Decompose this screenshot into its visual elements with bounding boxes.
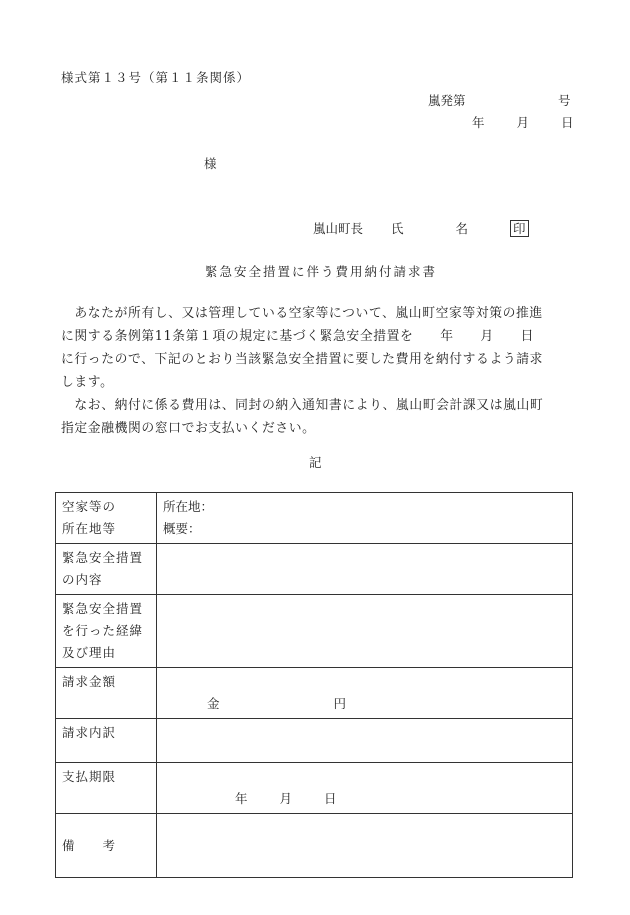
table-row: [56, 814, 573, 878]
body-text: [61, 302, 581, 440]
issuer-title: 嵐山町長: [313, 221, 364, 236]
issuer-name-label-2: 名: [455, 221, 469, 236]
row-label: [56, 493, 157, 544]
issue-date: [472, 113, 574, 131]
row-label-line: 備 考: [62, 837, 117, 853]
row-value: [157, 814, 573, 878]
overview-label: 概要：: [163, 521, 201, 536]
ki-heading: 記: [309, 455, 322, 470]
detail-table: [55, 492, 573, 878]
amount-kin: 金: [207, 696, 220, 711]
issue-date-month: 月: [516, 115, 530, 130]
issue-date-day: 日: [561, 115, 574, 130]
form-number: 様式第１３号（第１１条関係）: [61, 70, 251, 85]
due-day: 日: [324, 791, 337, 806]
row-value: [157, 595, 573, 668]
due-year: 年: [235, 791, 248, 806]
row-value: [157, 668, 573, 719]
row-label-line: 及び理由: [62, 645, 117, 660]
row-label: [56, 544, 157, 595]
row-value: [157, 544, 573, 595]
row-label-line: の内容: [62, 572, 103, 587]
row-label-line: 請求内訳: [62, 725, 117, 740]
body-line: に行ったので、下記のとおり当該緊急安全措置に要した費用を納付するよう請求: [61, 352, 544, 367]
addressee-honorific: 様: [204, 156, 217, 171]
body-line: あなたが所有し、又は管理している空家等について、嵐山町空家等対策の推進: [61, 306, 543, 321]
row-value: [157, 719, 573, 763]
table-row: [56, 595, 573, 668]
amount-en: 円: [333, 696, 347, 711]
document-number-prefix: 嵐発第: [428, 93, 466, 108]
row-label-line: 緊急安全措置: [62, 550, 144, 565]
document-number-suffix: 号: [558, 93, 571, 108]
row-value: [157, 763, 573, 814]
body-line: なお、納付に係る費用は、同封の納入通知書により、嵐山町会計課又は嵐山町: [61, 398, 544, 413]
issuer-name-label-1: 氏: [391, 221, 404, 236]
table-row: [56, 544, 573, 595]
table-row: [56, 719, 573, 763]
row-label-line: を行った経緯: [62, 623, 144, 638]
table-row: [56, 763, 573, 814]
row-label-line: 請求金額: [62, 674, 117, 689]
issue-date-year: 年: [472, 115, 485, 130]
row-label: [56, 668, 157, 719]
body-line: 指定金融機関の窓口でお支払いください。: [61, 421, 316, 436]
row-label-line: 緊急安全措置: [62, 601, 144, 616]
row-label-line: 支払期限: [62, 769, 117, 784]
body-line: に関する条例第11条第１項の規定に基づく緊急安全措置を 年 月 日: [61, 329, 534, 344]
row-value: [157, 493, 573, 544]
row-label: [56, 814, 157, 878]
due-month: 月: [279, 791, 293, 806]
table-row: [56, 493, 573, 544]
document-title: 緊急安全措置に伴う費用納付請求書: [205, 264, 438, 279]
seal-stamp: 印: [510, 220, 529, 237]
row-label: [56, 595, 157, 668]
row-label: [56, 763, 157, 814]
document-number: [428, 91, 571, 109]
row-label-line: 所在地等: [62, 521, 117, 536]
body-line: します。: [61, 375, 114, 390]
row-label: [56, 719, 157, 763]
location-label: 所在地：: [163, 499, 214, 514]
table-row: [56, 668, 573, 719]
row-label-line: 空家等の: [62, 499, 117, 514]
issuer-line: [313, 219, 529, 237]
